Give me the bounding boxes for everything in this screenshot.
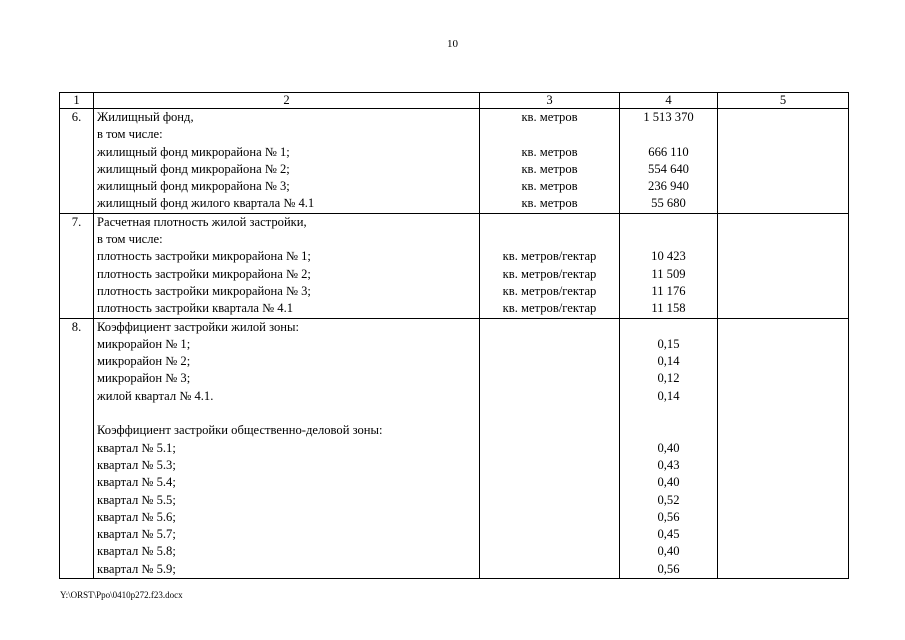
description-line: плотность застройки квартала № 4.1 bbox=[97, 301, 294, 316]
value-line: 0,52 bbox=[657, 492, 680, 507]
value-line: 0,45 bbox=[657, 527, 680, 542]
value-line: 0,14 bbox=[657, 354, 680, 369]
description-line: Коэффициент застройки общественно-деловой зоны: bbox=[97, 423, 383, 438]
description-line: в том числе: bbox=[97, 127, 163, 142]
value-line: 11 509 bbox=[651, 266, 686, 281]
value-cell bbox=[620, 318, 718, 578]
value-line: 0,15 bbox=[657, 336, 680, 351]
table-row bbox=[60, 318, 849, 578]
column-header: 4 bbox=[620, 93, 718, 109]
page-number: 10 bbox=[447, 38, 458, 50]
description-line: плотность застройки микрорайона № 1; bbox=[97, 249, 311, 264]
value-line: 0,56 bbox=[657, 509, 680, 524]
unit-line bbox=[483, 214, 616, 231]
unit-line: кв. метров bbox=[521, 161, 578, 176]
value-line: 1 513 370 bbox=[643, 110, 694, 124]
row-number-text: 6. bbox=[71, 110, 82, 124]
value-line: 0,40 bbox=[657, 544, 680, 559]
unit-line bbox=[483, 492, 616, 509]
indicator-description bbox=[94, 213, 480, 318]
indicator-description bbox=[94, 318, 480, 578]
note-cell bbox=[718, 318, 849, 578]
value-line bbox=[623, 405, 714, 422]
unit-line bbox=[483, 405, 616, 422]
unit-cell bbox=[480, 109, 620, 214]
description-line: квартал № 5.4; bbox=[97, 475, 176, 490]
column-header: 5 bbox=[718, 93, 849, 109]
table-row bbox=[60, 109, 849, 214]
description-line: Расчетная плотность жилой застройки, bbox=[97, 214, 307, 229]
value-line: 554 640 bbox=[648, 161, 689, 176]
value-line: 666 110 bbox=[648, 144, 689, 159]
value-line: 10 423 bbox=[651, 249, 686, 264]
description-line: плотность застройки микрорайона № 2; bbox=[97, 266, 311, 281]
value-line: 236 940 bbox=[648, 179, 689, 194]
unit-line: кв. метров/гектар bbox=[502, 301, 597, 316]
unit-cell bbox=[480, 318, 620, 578]
value-line: 0,56 bbox=[657, 561, 680, 576]
value-line: 0,43 bbox=[657, 457, 680, 472]
row-number bbox=[60, 213, 94, 318]
unit-line: кв. метров/гектар bbox=[502, 249, 597, 264]
description-line: Коэффициент застройки жилой зоны: bbox=[97, 319, 299, 334]
description-line: микрорайон № 3; bbox=[97, 371, 191, 386]
unit-line bbox=[483, 319, 616, 336]
unit-line bbox=[483, 440, 616, 457]
value-line: 0,14 bbox=[657, 388, 680, 403]
description-line: квартал № 5.3; bbox=[97, 457, 176, 472]
unit-line bbox=[483, 126, 616, 143]
row-number-text: 7. bbox=[71, 214, 82, 229]
description-line: в том числе: bbox=[97, 232, 163, 247]
column-header: 3 bbox=[480, 93, 620, 109]
value-line bbox=[623, 214, 714, 231]
unit-line: кв. метров bbox=[521, 110, 578, 124]
description-line bbox=[97, 405, 476, 422]
row-number-text: 8. bbox=[71, 319, 82, 334]
description-line: жилой квартал № 4.1. bbox=[97, 388, 214, 403]
file-path-footer: Y:\ORST\Ppo\0410p272.f23.docx bbox=[60, 590, 183, 600]
value-line: 0,12 bbox=[657, 371, 680, 386]
value-cell bbox=[620, 109, 718, 214]
unit-line bbox=[483, 561, 616, 578]
description-line: квартал № 5.1; bbox=[97, 440, 176, 455]
description-line: квартал № 5.5; bbox=[97, 492, 176, 507]
unit-line bbox=[483, 231, 616, 248]
unit-line bbox=[483, 336, 616, 353]
unit-line: кв. метров bbox=[521, 179, 578, 194]
value-line: 11 176 bbox=[651, 283, 686, 298]
value-line bbox=[623, 319, 714, 336]
value-line: 0,40 bbox=[657, 440, 680, 455]
row-number bbox=[60, 109, 94, 214]
description-line: микрорайон № 2; bbox=[97, 354, 191, 369]
description-line: квартал № 5.9; bbox=[97, 561, 176, 576]
value-line: 0,40 bbox=[657, 475, 680, 490]
indicator-description bbox=[94, 109, 480, 214]
unit-line: кв. метров bbox=[521, 144, 578, 159]
unit-line bbox=[483, 474, 616, 491]
description-line: Жилищный фонд, bbox=[97, 110, 194, 124]
unit-line: кв. метров/гектар bbox=[502, 283, 597, 298]
value-cell bbox=[620, 213, 718, 318]
description-line: квартал № 5.8; bbox=[97, 544, 176, 559]
unit-line: кв. метров/гектар bbox=[502, 266, 597, 281]
unit-line bbox=[483, 543, 616, 560]
unit-line bbox=[483, 370, 616, 387]
description-line: жилищный фонд микрорайона № 1; bbox=[97, 144, 290, 159]
description-line: плотность застройки микрорайона № 3; bbox=[97, 283, 311, 298]
value-line bbox=[623, 422, 714, 439]
description-line: микрорайон № 1; bbox=[97, 336, 191, 351]
description-line: квартал № 5.7; bbox=[97, 527, 176, 542]
column-header: 2 bbox=[94, 93, 480, 109]
value-line: 55 680 bbox=[651, 196, 686, 211]
table-row bbox=[60, 213, 849, 318]
unit-cell bbox=[480, 213, 620, 318]
description-line: жилищный фонд жилого квартала № 4.1 bbox=[97, 196, 315, 211]
indicators-table bbox=[59, 92, 849, 579]
unit-line bbox=[483, 457, 616, 474]
table-header-row bbox=[60, 93, 849, 109]
note-cell bbox=[718, 109, 849, 214]
unit-line bbox=[483, 509, 616, 526]
unit-line bbox=[483, 422, 616, 439]
description-line: квартал № 5.6; bbox=[97, 509, 176, 524]
note-cell bbox=[718, 213, 849, 318]
description-line: жилищный фонд микрорайона № 3; bbox=[97, 179, 290, 194]
unit-line: кв. метров bbox=[521, 196, 578, 211]
value-line bbox=[623, 126, 714, 143]
value-line: 11 158 bbox=[651, 301, 686, 316]
unit-line bbox=[483, 526, 616, 543]
description-line: жилищный фонд микрорайона № 2; bbox=[97, 161, 290, 176]
row-number bbox=[60, 318, 94, 578]
column-header: 1 bbox=[60, 93, 94, 109]
value-line bbox=[623, 231, 714, 248]
unit-line bbox=[483, 388, 616, 405]
unit-line bbox=[483, 353, 616, 370]
